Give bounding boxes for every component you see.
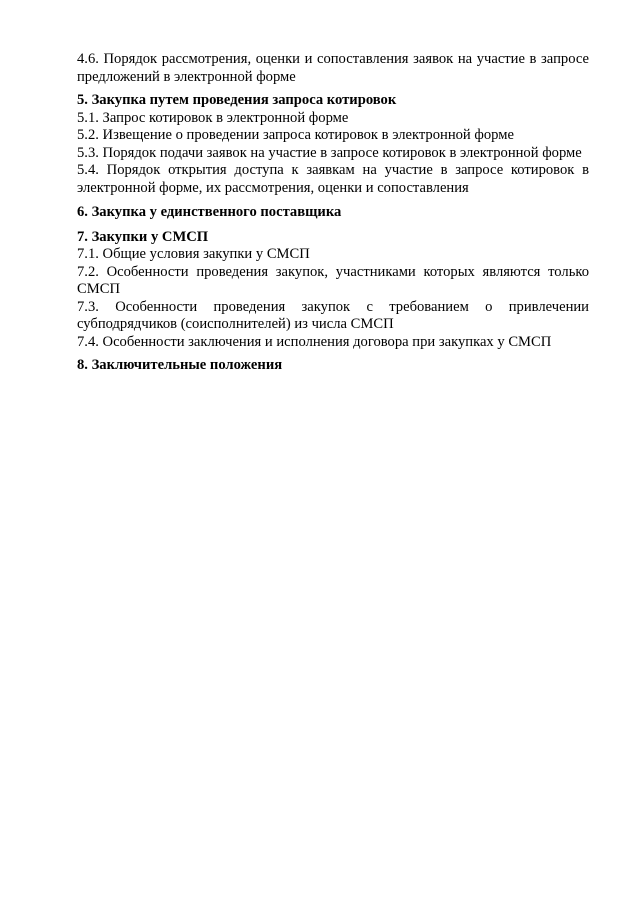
toc-item-7-3: 7.3. Особенности проведения закупок с требованием о привлечении субподрядчиков (соисполнителей) из числа СМСП bbox=[77, 298, 589, 332]
toc-item-5-1: 5.1. Запрос котировок в электронной форме bbox=[77, 109, 349, 126]
toc-item-5-2: 5.2. Извещение о проведении запроса котировок в электронной форме bbox=[77, 127, 514, 143]
toc-item-5-4: 5.4. Порядок открытия доступа к заявкам на участие в запросе котировок в электронной форме, их рассмотрения, оценки и сопоставления bbox=[77, 162, 589, 196]
toc-section-6-heading: 6. Закупка у единственного поставщика bbox=[77, 204, 342, 220]
toc-section-7-heading: 7. Закупки у СМСП bbox=[77, 228, 209, 245]
toc-section-8-heading: 8. Заключительные положения bbox=[77, 357, 283, 373]
toc-item-7-4: 7.4. Особенности заключения и исполнения договора при закупках у СМСП bbox=[77, 333, 552, 350]
toc-item-5-3: 5.3. Порядок подачи заявок на участие в запросе котировок в электронной форме bbox=[77, 144, 582, 161]
toc-item-4-6: 4.6. Порядок рассмотрения, оценки и сопоставления заявок на участие в запросе предложений в электронной форме bbox=[77, 51, 589, 85]
toc-item-7-2: 7.2. Особенности проведения закупок, участниками которых являются только СМСП bbox=[77, 263, 589, 297]
toc-item-7-1: 7.1. Общие условия закупки у СМСП bbox=[77, 246, 310, 262]
toc-section-5-heading: 5. Закупка путем проведения запроса котировок bbox=[77, 92, 397, 108]
table-of-contents bbox=[77, 51, 589, 375]
